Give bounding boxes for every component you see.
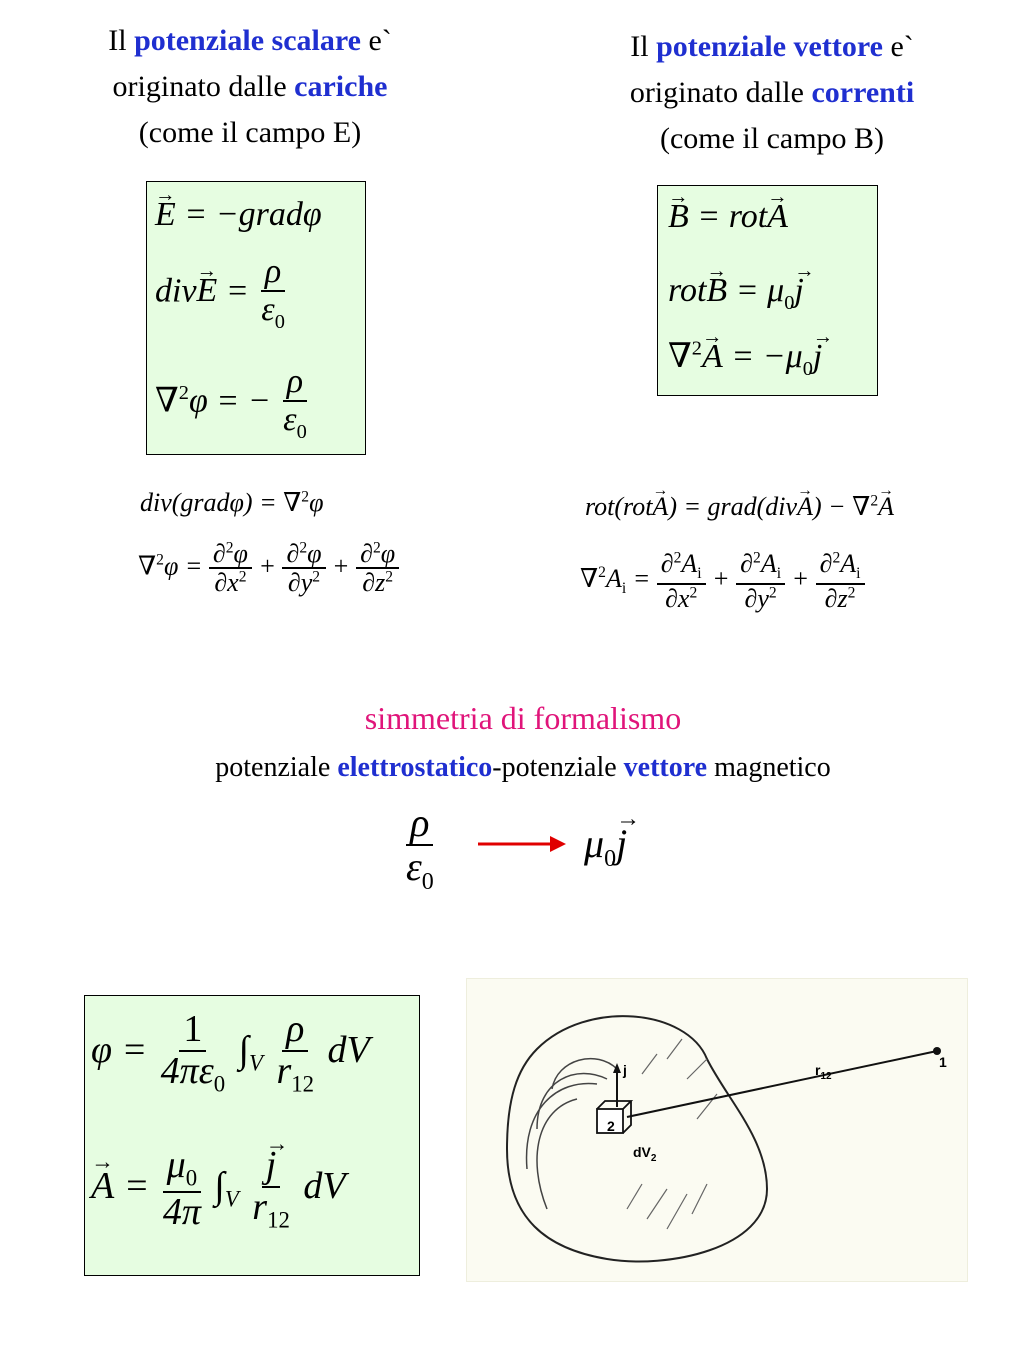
scalar-equations-box	[146, 181, 366, 455]
eq-laplacian-expansion-a: $\nabla^2A_i$ = $\frac{\partial^2A_i}{\partial x^2}$ + $\frac{\partial^2A_i}{\partial y^2}$ + $\frac{\partial^2A_i}{\partial z^2}$	[580, 550, 865, 612]
eq-rot-rot-a: rot(rot→ A) = grad(div→ A) − ∇$^2$→ A	[585, 492, 894, 522]
vector-heading-line2	[562, 70, 982, 116]
charge-distribution-figure	[466, 978, 968, 1282]
figure-label-j: j	[623, 1062, 627, 1078]
vector-equations-box	[657, 185, 878, 396]
figure-label-1: 1	[939, 1054, 947, 1070]
heading-highlight-scalar: potenziale scalare	[134, 24, 361, 57]
heading-tail: e`	[368, 24, 392, 57]
mu0-j: $\mu_0\to j$	[584, 820, 627, 873]
integral-solutions-box	[84, 995, 420, 1276]
eq-laplacian-expansion-phi: ∇$^2$φ = $\frac{\partial^2\varphi}{\partial x^2}$ + $\frac{\partial^2\varphi}{\partial y^2}$ + $\frac{\partial^2\varphi}{\partial z^2}$	[138, 540, 399, 597]
vector-heading-line1	[562, 24, 982, 70]
subtitle-highlight-vector: vettore	[623, 752, 708, 783]
eq-phi-integral: φ = $\frac{1}{4\pi\varepsilon_0}$ $\int_V$ $\frac{\rho}{r_{12}}$ dV	[91, 1008, 370, 1097]
scalar-heading-line3: (come il campo E)	[138, 116, 362, 149]
subtitle-mid: -potenziale	[492, 752, 617, 783]
heading-il: Il	[108, 24, 127, 57]
figure-label-r12: $r_{12}$	[815, 1062, 832, 1082]
heading-highlight-currents: correnti	[811, 76, 915, 109]
heading-il: Il	[630, 30, 649, 63]
eq-b-rot-a: → B = rot→ A	[668, 198, 788, 236]
scalar-potential-heading	[40, 18, 460, 156]
scalar-heading-line2	[40, 64, 460, 110]
heading-line2-pre: originato dalle	[112, 70, 287, 103]
eq-div-e: div→ E = $\frac{\rho}{\varepsilon_0}$	[155, 254, 289, 333]
heading-highlight-vector: potenziale vettore	[656, 30, 883, 63]
subtitle-post: magnetico	[714, 752, 831, 783]
heading-tail: e`	[890, 30, 914, 63]
eq-div-grad-phi: div(gradφ) = ∇$^2$φ	[140, 488, 324, 517]
heading-highlight-charges: cariche	[294, 70, 388, 103]
figure-label-dv: $dV_2$	[633, 1144, 657, 1164]
eq-e-minus-grad-phi: → E = −gradφ	[155, 196, 322, 234]
subtitle-highlight-electrostatic: elettrostatico	[337, 752, 493, 783]
eq-a-integral: → A = $\frac{\mu_0}{4\pi}$ $\int_V$ → $\frac{j}{r_{12}}$ dV	[91, 1146, 346, 1232]
eq-laplacian-phi: ∇$^2$φ = − $\frac{\rho}{\varepsilon_0}$	[155, 363, 307, 443]
eq-rot-b: $rot\to B = \mu_0\to j$	[668, 272, 804, 315]
symmetry-title: simmetria di formalismo	[364, 700, 682, 736]
symmetry-subtitle	[0, 752, 1024, 784]
volume-diagram	[467, 979, 967, 1281]
rho-over-epsilon: $\frac{\rho}{\varepsilon_0}$	[406, 800, 434, 895]
eq-laplacian-a: $\nabla^2\to A = -\mu_0\to j$	[668, 336, 822, 381]
mapping-arrow-icon	[476, 832, 568, 856]
vector-heading-line3: (come il campo B)	[659, 122, 885, 155]
subtitle-pre: potenziale	[215, 752, 331, 783]
heading-line2-pre: originato dalle	[629, 76, 804, 109]
scalar-heading-line1	[40, 18, 460, 64]
figure-label-2: 2	[607, 1118, 615, 1134]
vector-potential-heading	[562, 24, 982, 162]
